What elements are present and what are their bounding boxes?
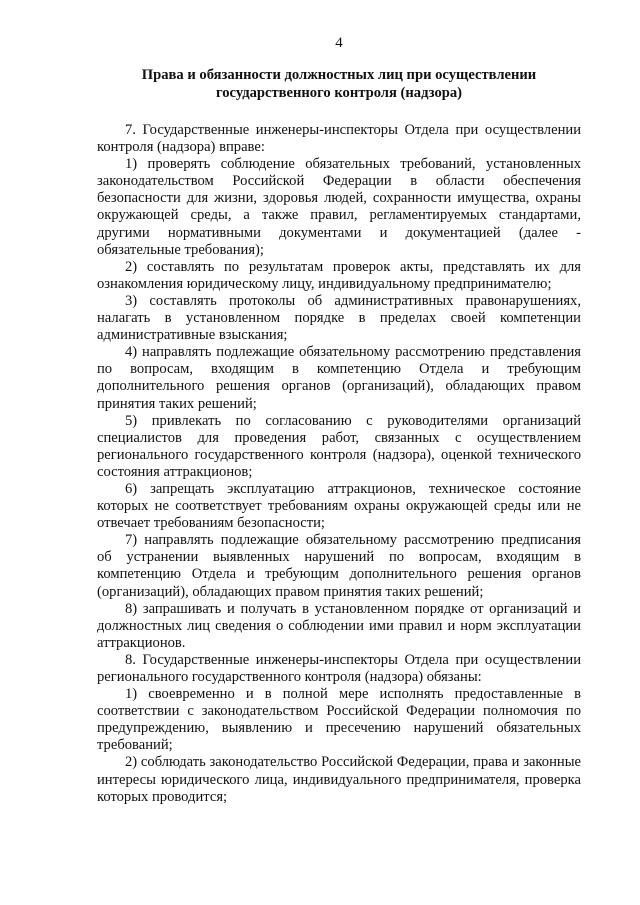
clause-7-item-3: 3) составлять протоколы об административных правонарушениях, налагать в установленном порядке в пределах своей компетенции административные взыскания; — [97, 292, 581, 344]
section-heading-line-2: государственного контроля (надзора) — [215, 85, 463, 101]
clause-7-item-7: 7) направлять подлежащие обязательному рассмотрению предписания об устранении выявленных нарушений по вопросам, входящим в компетенцию Отдела и требующим дополнительного решения органов (организаций), обладающих правом принятия таких решений; — [97, 532, 581, 600]
clause-7-item-2: 2) составлять по результатам проверок акты, представлять их для ознакомления юридическому лицу, индивидуальному предпринимателю; — [97, 258, 581, 292]
clause-8-item-2: 2) соблюдать законодательство Российской Федерации, права и законные интересы юридического лица, индивидуального предпринимателя, проверка которых проводится; — [97, 754, 581, 805]
clause-7-intro: 7. Государственные инженеры-инспекторы Отдела при осуществлении контроля (надзора) вправе: — [97, 122, 581, 156]
clause-7-item-8: 8) запрашивать и получать в установленном порядке от организаций и должностных лиц сведения о соблюдении ими правил и норм эксплуатации аттракционов. — [97, 600, 581, 651]
clause-8-item-1: 1) своевременно и в полной мере исполнять предоставленные в соответствии с законодательством Российской Федерации полномочия по предупреждению, выявлению и пресечению нарушений обязательных требований; — [97, 686, 581, 754]
clause-8-intro: 8. Государственные инженеры-инспекторы Отдела при осуществлении регионального государственного контроля (надзора) обязаны: — [97, 651, 581, 685]
clause-7-item-6: 6) запрещать эксплуатацию аттракционов, техническое состояние которых не соответствует требованиям охраны окружающей среды или не отвечает требованиям безопасности; — [97, 480, 581, 532]
section-heading — [97, 66, 581, 102]
clause-7-item-4: 4) направлять подлежащие обязательному рассмотрению представления по вопросам, входящим в компетенцию Отдела и требующим дополнительного решения органов (организаций), обладающих правом принятия таких решений; — [97, 344, 581, 412]
clause-7-item-5: 5) привлекать по согласованию с руководителями организаций специалистов для проведения работ, связанных с осуществлением регионального государственного контроля (надзора), оценкой технического состояния аттракционов; — [97, 412, 581, 480]
clause-7-item-1: 1) проверять соблюдение обязательных требований, установленных законодательством Российской Федерации в области обеспечения безопасности для жизни, здоровья людей, сохранности имущества, охраны окружающей среды, а также правил, регламентируемых стандартами, другими нормативными документами и документацией (далее - обязательные требования); — [97, 156, 581, 258]
page-number: 4 — [335, 35, 343, 51]
section-heading-line-1: Права и обязанности должностных лиц при осуществлении — [141, 67, 537, 83]
document-page — [97, 34, 581, 806]
